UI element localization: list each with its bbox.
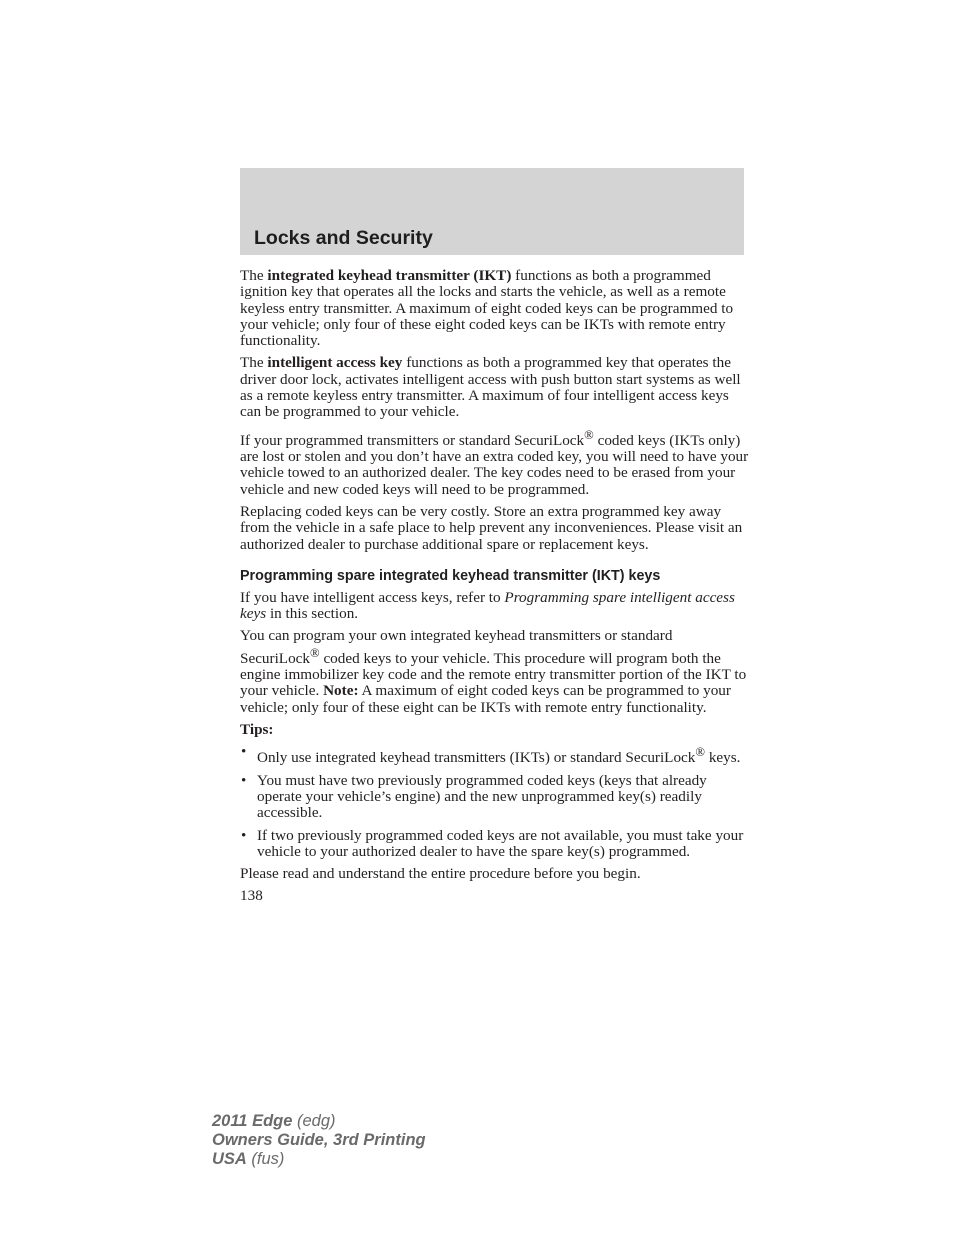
list-item: • You must have two previously programmed coded keys (keys that already operate your vehicle’s engine) and the new unprogrammed key(s) readily accessible. — [241, 771, 707, 822]
paragraph-program-own: You can program your own integrated keyhead transmitters or standard SecuriLock® coded keys to your vehicle. This procedure will program both the engine immobilizer key code and the remote entry transmitter portion of the IKT to your vehicle. Note: A maximum of eight coded keys can be programmed to your vehicle; only four of these eight can be IKTs with remote entry functionality. — [240, 627, 747, 716]
tips-list — [240, 744, 750, 860]
footer — [212, 1112, 426, 1169]
page-content — [240, 268, 750, 905]
registered-mark: ® — [584, 427, 594, 442]
bullet-icon: • — [241, 826, 247, 844]
cross-reference: Programming spare intelligent access keys — [240, 588, 735, 623]
tips-label: Tips: — [240, 720, 274, 738]
paragraph-closing: Please read and understand the entire procedure before you begin. — [240, 865, 641, 883]
footer-line-model: 2011 Edge (edg) — [212, 1112, 336, 1130]
section-title: Locks and Security — [254, 227, 433, 249]
section-header-band — [240, 168, 744, 255]
registered-mark: ® — [310, 645, 320, 660]
term-intelligent-access-key: intelligent access key — [267, 354, 403, 372]
note-label: Note: — [323, 682, 359, 700]
paragraph-lost-keys: If your programmed transmitters or standard SecuriLock® coded keys (IKTs only) are lost or stolen and you don’t have an extra coded key, you will need to have your vehicle towed to an authorized dealer. The key codes need to be erased from your vehicle and new coded keys will need to be programmed. — [240, 427, 749, 498]
subsection-heading: Programming spare integrated keyhead transmitter (IKT) keys — [240, 567, 661, 584]
list-item: • Only use integrated keyhead transmitters (IKTs) or standard SecuriLock® keys. — [241, 743, 741, 767]
registered-mark: ® — [695, 745, 706, 760]
paragraph-refer: If you have intelligent access keys, refer to Programming spare intelligent access keys in this section. — [240, 588, 735, 623]
bullet-icon: • — [241, 771, 247, 789]
footer-line-region: USA (fus) — [212, 1150, 285, 1168]
footer-line-guide: Owners Guide, 3rd Printing — [212, 1131, 426, 1149]
page-number: 138 — [240, 887, 263, 905]
term-ikt: integrated keyhead transmitter (IKT) — [267, 267, 512, 284]
paragraph-intelligent-access-key: The intelligent access key functions as both a programmed key that operates the driver door lock, activates intelligent access with push button start systems as well as a remote keyless entry transmitter. A maximum of four intelligent access keys can be programmed to your vehicle. — [240, 354, 741, 421]
paragraph-ikt: The integrated keyhead transmitter (IKT) functions as both a programmed ignition key that operates all the locks and starts the vehicle, as well as a remote keyless entry transmitter. A maximum of eight coded keys can be programmed to your vehicle; only four of these eight coded keys can be IKTs with remote entry functionality. — [240, 267, 734, 350]
bullet-icon: • — [241, 743, 247, 761]
list-item: • If two previously programmed coded keys are not available, you must take your vehicle to your authorized dealer to have the spare key(s) programmed. — [241, 826, 744, 860]
paragraph-replacing-keys: Replacing coded keys can be very costly. Store an extra programmed key away from the vehicle in a safe place to help prevent any inconveniences. Please visit an authorized dealer to purchase additional spare or replacement keys. — [240, 502, 743, 553]
